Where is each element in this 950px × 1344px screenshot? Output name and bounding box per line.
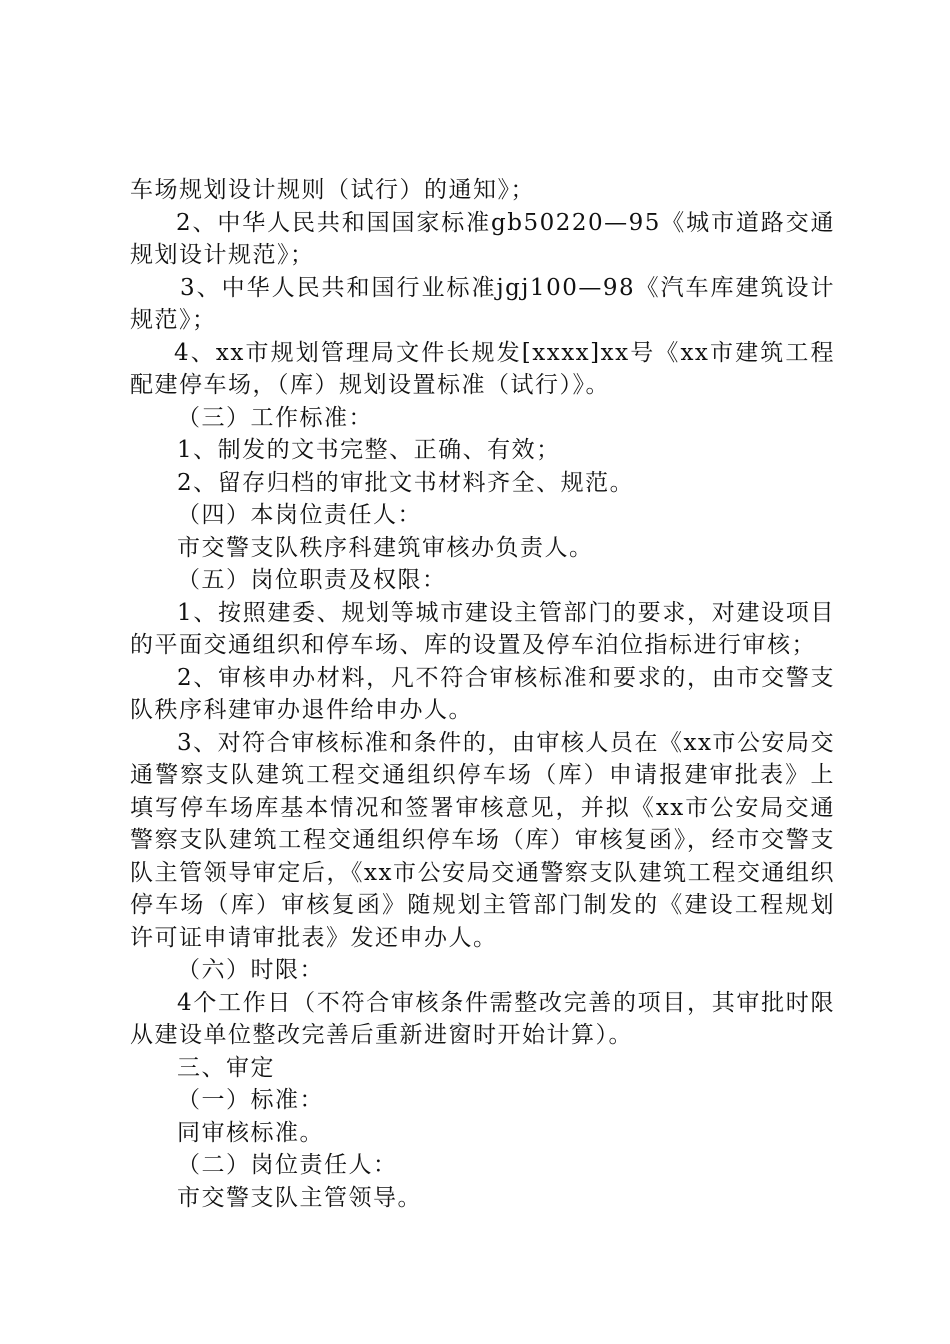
paragraph-reference-3: 3、中华人民共和国行业标准jgj100—98《汽车库建筑设计规范》；	[130, 274, 835, 333]
section-heading-approval-standard: （一）标准：	[177, 1087, 324, 1113]
paragraph-responsible-person: 市交警支队秩序科建筑审核办负责人。	[177, 534, 594, 561]
section-heading-time-limit: （六）时限：	[177, 957, 324, 983]
section-heading-responsible-person: （四）本岗位责任人：	[177, 502, 422, 528]
paragraph-standard-1: 1、制发的文书完整、正确、有效；	[177, 437, 561, 463]
section-heading-duties: （五）岗位职责及权限：	[177, 567, 447, 593]
paragraph-reference-2: 2、中华人民共和国国家标准gb50220—95《城市道路交通规划设计规范》；	[130, 209, 835, 268]
section-heading-work-standard: （三）工作标准：	[177, 404, 373, 431]
paragraph-duty-2: 2、审核申办材料，凡不符合审核标准和要求的，由市交警支队秩序科建审办退件给申办人。	[130, 664, 835, 723]
paragraph-standard-2: 2、留存归档的审批文书材料齐全、规范。	[177, 469, 635, 496]
document-body	[130, 174, 835, 1214]
paragraph-time-limit: 4个工作日（不符合审核条件需整改完善的项目，其审批时限从建设单位整改完善后重新进窗时开始计算）。	[130, 989, 835, 1048]
paragraph-duty-3: 3、对符合审核标准和条件的，由审核人员在《xx市公安局交通警察支队建筑工程交通组织停车场（库）申请报建审批表》上填写停车场库基本情况和签署审核意见，并拟《xx市公安局交通警察支队建筑工程交通组织停车场（库）审核复函》，经市交警支队主管领导审定后，《xx市公安局交通警察支队建筑工程交通组织停车场（库）审核复函》随规划主管部门制发的《建设工程规划许可证申请审批表》发还申办人。	[130, 729, 835, 951]
paragraph-reference-4: 4、xx市规划管理局文件长规发[xxxx]xx号《xx市建筑工程配建停车场，（库）规划设置标准（试行）》。	[130, 339, 835, 398]
paragraph-approval-person: 市交警支队主管领导。	[177, 1184, 422, 1211]
section-heading-approval: 三、审定	[177, 1054, 275, 1081]
section-heading-approval-person: （二）岗位责任人：	[177, 1152, 398, 1178]
paragraph-approval-standard: 同审核标准。	[177, 1119, 324, 1146]
paragraph-duty-1: 1、按照建委、规划等城市建设主管部门的要求，对建设项目的平面交通组织和停车场、库的设置及停车泊位指标进行审核；	[130, 599, 835, 658]
paragraph-continuation: 车场规划设计规则（试行）的通知》；	[130, 177, 535, 203]
